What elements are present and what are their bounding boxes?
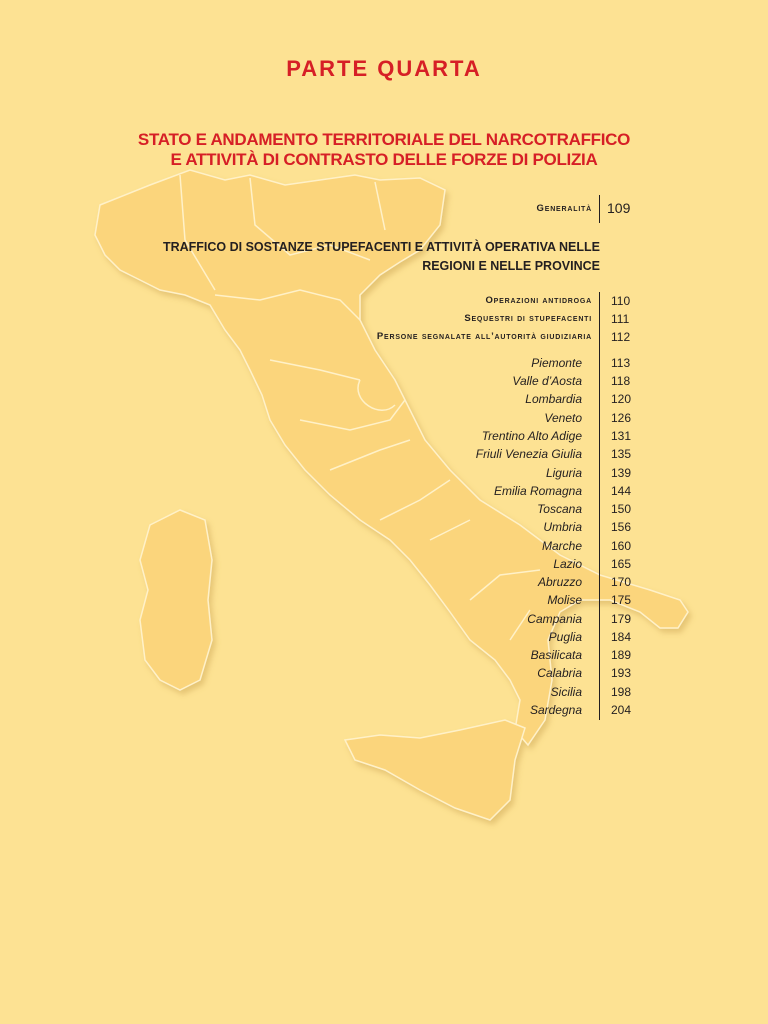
toc-page-region: 131 (611, 429, 632, 443)
toc-page-section: 110 (611, 294, 631, 308)
toc-entry-region[interactable]: Molise (547, 593, 582, 607)
main-title-line-1: STATO E ANDAMENTO TERRITORIALE DEL NARCOTRAFFICO (137, 130, 631, 149)
toc-entry-region[interactable]: Veneto (544, 411, 582, 425)
toc-entry-region[interactable]: Campania (527, 612, 582, 626)
toc-entry-region[interactable]: Abruzzo (537, 575, 582, 589)
toc-page-region: 198 (611, 685, 632, 699)
part-title: PARTE QUARTA (286, 56, 482, 81)
section-heading-line-2: REGIONI E NELLE PROVINCE (422, 259, 600, 273)
main-title-line-2: E ATTIVITÀ DI CONTRASTO DELLE FORZE DI POLIZIA (170, 150, 598, 169)
toc-page-region: 150 (611, 502, 632, 516)
toc-entry-region[interactable]: Piemonte (531, 356, 582, 370)
toc-page-region: 189 (611, 648, 632, 662)
sardinia-shape (140, 510, 212, 690)
toc-page-region: 165 (611, 557, 632, 571)
toc-entry-section[interactable]: Sequestri di stupefacenti (464, 313, 592, 324)
generalita-divider (599, 195, 600, 223)
toc-page-generalita: 109 (607, 200, 631, 216)
toc-entry-region[interactable]: Friuli Venezia Giulia (475, 447, 582, 461)
toc-page-region: 170 (611, 575, 632, 589)
toc-entry-region[interactable]: Marche (541, 539, 582, 553)
section-heading-line-1: TRAFFICO DI SOSTANZE STUPEFACENTI E ATTIVITÀ OPERATIVA NELLE (162, 240, 600, 254)
toc-page-region: 120 (611, 392, 632, 406)
toc-entry-region[interactable]: Trentino Alto Adige (481, 429, 582, 443)
toc-entry-generalita[interactable]: Generalità (536, 203, 592, 214)
toc-page-region: 135 (611, 447, 632, 461)
toc-page-region: 118 (611, 374, 631, 388)
toc-entry-region[interactable]: Lombardia (525, 392, 582, 406)
toc-page-section: 112 (611, 330, 631, 344)
toc-page-region: 113 (611, 356, 631, 370)
toc-entry-region[interactable]: Puglia (548, 630, 582, 644)
main-title (40, 130, 728, 170)
toc-page-region: 126 (611, 411, 632, 425)
toc-page-region: 179 (611, 612, 632, 626)
toc-page-region: 184 (611, 630, 632, 644)
toc-page-region: 144 (611, 484, 632, 498)
toc-page-region: 139 (611, 466, 632, 480)
toc-entry-section[interactable]: Operazioni antidroga (485, 295, 592, 306)
toc-page-section: 111 (611, 312, 630, 326)
toc-entry-region[interactable]: Sicilia (550, 685, 582, 699)
section-heading (80, 238, 600, 276)
toc-entry-section[interactable]: Persone segnalate all’autorità giudiziaria (376, 331, 592, 342)
toc-entry-region[interactable]: Sardegna (529, 703, 582, 717)
toc-entry-region[interactable]: Toscana (537, 502, 582, 516)
toc-entry-region[interactable]: Valle d’Aosta (512, 374, 582, 388)
toc-entry-region[interactable]: Emilia Romagna (493, 484, 582, 498)
toc-divider (599, 292, 600, 720)
toc-entry-region[interactable]: Calabria (537, 666, 582, 680)
toc-entry-region[interactable]: Lazio (553, 557, 582, 571)
toc-page-region: 193 (611, 666, 632, 680)
toc-page-region: 160 (611, 539, 632, 553)
toc-entry-region[interactable]: Umbria (543, 520, 582, 534)
toc-page-region: 156 (611, 520, 632, 534)
toc-page-region: 175 (611, 593, 632, 607)
sicily-shape (345, 720, 525, 820)
toc-page-region: 204 (611, 703, 632, 717)
toc-entry-region[interactable]: Basilicata (530, 648, 582, 662)
toc-entry-region[interactable]: Liguria (545, 466, 582, 480)
